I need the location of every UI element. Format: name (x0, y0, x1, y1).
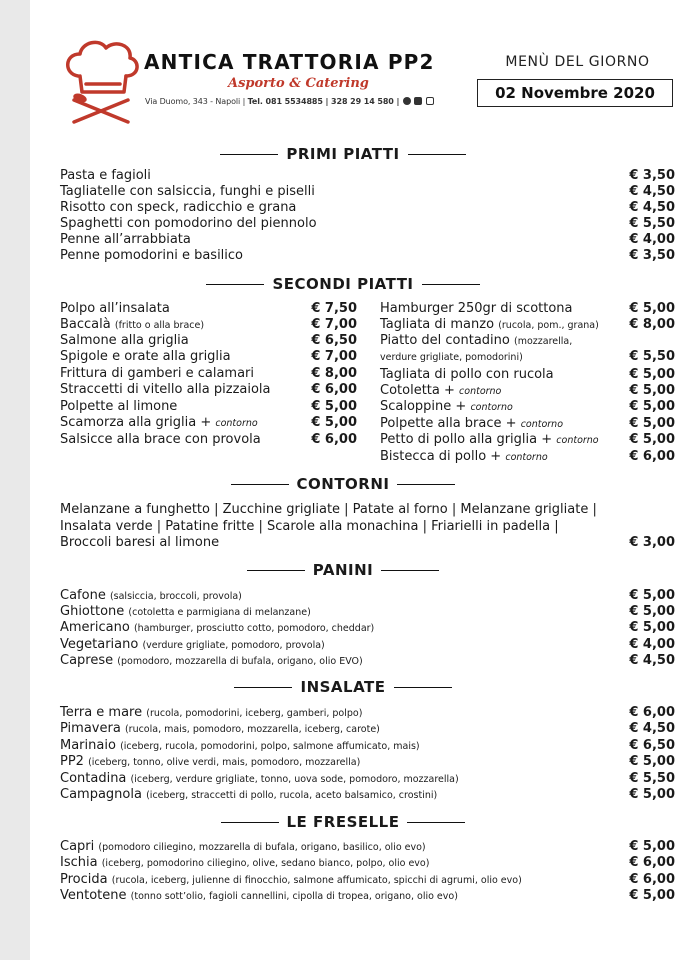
list-item: Caprese (pomodoro, mozzarella di bufala, origano, olio EVO) € 4,50 (60, 653, 675, 668)
list-item: Penne all’arrabbiata € 4,00 (60, 232, 675, 247)
contorni-price: € 3,00 (629, 535, 675, 550)
list-item: Cotoletta + contorno € 5,00 (380, 383, 675, 398)
list-item: Americano (hamburger, prosciutto cotto, pomodoro, cheddar) € 5,00 (60, 620, 675, 635)
list-item: Salmone alla griglia € 6,50 (60, 333, 357, 348)
section-title-secondi: SECONDI PIATTI (0, 274, 686, 294)
list-item-continued: verdure grigliate, pomodorini) € 5,50 (380, 349, 675, 364)
list-item: Procida (rucola, iceberg, julienne di finocchio, salmone affumicato, spicchi di agrumi, olio evo) € 6,00 (60, 872, 675, 887)
whatsapp-icon (403, 97, 411, 105)
section-title-insalate: INSALATE (0, 677, 686, 697)
list-item: Tagliata di pollo con rucola € 5,00 (380, 367, 675, 382)
list-item: Pasta e fagioli € 3,50 (60, 168, 675, 183)
list-item: Polpo all’insalata € 7,50 (60, 301, 357, 316)
list-item: Campagnola (iceberg, straccetti di pollo, rucola, aceto balsamico, crostini) € 5,00 (60, 787, 675, 802)
list-item: Scamorza alla griglia + contorno € 5,00 (60, 415, 357, 430)
list-item: Ghiottone (cotoletta e parmigiana di melanzane) € 5,00 (60, 604, 675, 619)
list-item: Frittura di gamberi e calamari € 8,00 (60, 366, 357, 381)
menu-title: MENÙ DEL GIORNO (505, 54, 650, 70)
list-item: Baccalà (fritto o alla brace) € 7,00 (60, 317, 357, 332)
list-item: Ventotene (tonno sott’olio, fagioli cannellini, cipolla di tropea, origano, olio evo) € 5,00 (60, 888, 675, 903)
restaurant-name: ANTICA TRATTORIA PP2 (144, 50, 435, 74)
list-item: Hamburger 250gr di scottona € 5,00 (380, 301, 675, 316)
list-item: Ischia (iceberg, pomodorino ciliegino, olive, sedano bianco, polpo, olio evo) € 6,00 (60, 855, 675, 870)
contorni-list: Melanzane a funghetto | Zucchine grigliate | Patate al forno | Melanzane grigliate | Insalata verde | Patatine fritte | Scarole alla monachina | Friarielli in padella | Broccoli baresi al limone (60, 502, 597, 550)
section-title-contorni: CONTORNI (0, 474, 686, 494)
list-item: PP2 (iceberg, tonno, olive verdi, mais, pomodoro, mozzarella) € 5,00 (60, 754, 675, 769)
list-item: Contadina (iceberg, verdure grigliate, tonno, uova sode, pomodoro, mozzarella) € 5,50 (60, 771, 675, 786)
menu-date: 02 Novembre 2020 (477, 79, 673, 107)
list-item: Cafone (salsiccia, broccoli, provola) € 5,00 (60, 588, 675, 603)
list-item: Scaloppine + contorno € 5,00 (380, 399, 675, 414)
instagram-icon (426, 97, 434, 105)
list-item: Salsicce alla brace con provola € 6,00 (60, 432, 357, 447)
list-item: Marinaio (iceberg, rucola, pomodorini, polpo, salmone affumicato, mais) € 6,50 (60, 738, 675, 753)
section-title-freselle: LE FRESELLE (0, 812, 686, 832)
list-item: Pimavera (rucola, mais, pomodoro, mozzarella, iceberg, carote) € 4,50 (60, 721, 675, 736)
list-item: Capri (pomodoro ciliegino, mozzarella di bufala, origano, basilico, olio evo) € 5,00 (60, 839, 675, 854)
section-title-panini: PANINI (0, 560, 686, 580)
tagline: Asporto & Catering (228, 76, 369, 91)
list-item: Piatto del contadino (mozzarella, (380, 333, 573, 348)
list-item: Tagliatelle con salsiccia, funghi e piselli € 4,50 (60, 184, 675, 199)
contact-info: Via Duomo, 343 - Napoli | Tel. 081 5534885 | 328 29 14 580 | (145, 97, 434, 106)
list-item: Tagliata di manzo (rucola, pom., grana) € 8,00 (380, 317, 675, 332)
facebook-icon (414, 97, 422, 105)
list-item: Petto di pollo alla griglia + contorno € 5,00 (380, 432, 675, 447)
list-item: Penne pomodorini e basilico € 3,50 (60, 248, 675, 263)
list-item: Terra e mare (rucola, pomodorini, iceberg, gamberi, polpo) € 6,00 (60, 705, 675, 720)
list-item: Polpette al limone € 5,00 (60, 399, 357, 414)
list-item: Polpette alla brace + contorno € 5,00 (380, 416, 675, 431)
list-item: Bistecca di pollo + contorno € 6,00 (380, 449, 675, 464)
phone-numbers: Tel. 081 5534885 | 328 29 14 580 | (247, 97, 400, 106)
section-title-primi: PRIMI PIATTI (0, 144, 686, 164)
address: Via Duomo, 343 - Napoli (145, 97, 241, 106)
list-item: Spigole e orate alla griglia € 7,00 (60, 349, 357, 364)
chef-hat-logo-icon (60, 36, 142, 126)
list-item: Risotto con speck, radicchio e grana € 4,50 (60, 200, 675, 215)
list-item: Straccetti di vitello alla pizzaiola € 6,00 (60, 382, 357, 397)
list-item: Spaghetti con pomodorino del piennolo € 5,50 (60, 216, 675, 231)
list-item: Vegetariano (verdure grigliate, pomodoro, provola) € 4,00 (60, 637, 675, 652)
